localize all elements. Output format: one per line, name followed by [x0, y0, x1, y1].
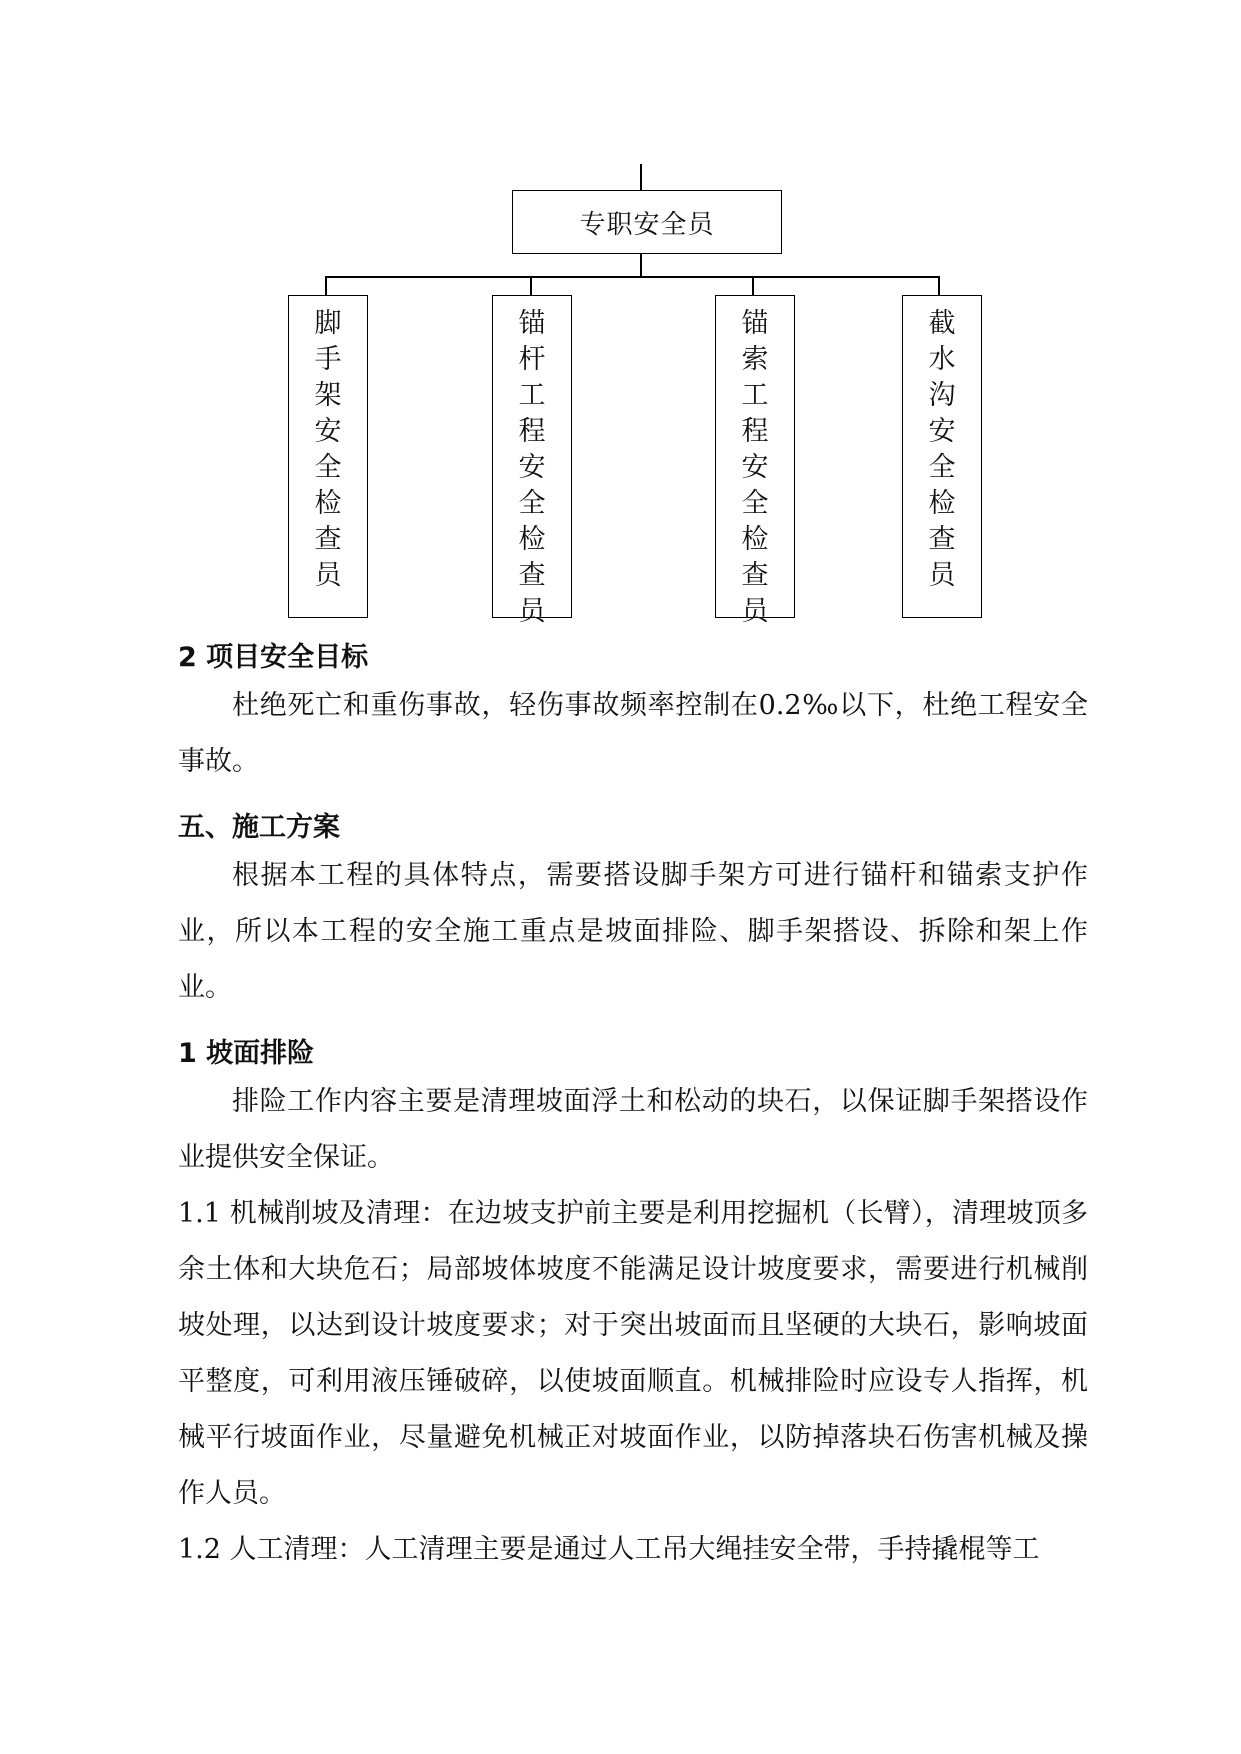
vertical-char: 锚	[518, 308, 546, 339]
paragraph-slope-clearing: 排险工作内容主要是清理坡面浮土和松动的块石，以保证脚手架搭设作业提供安全保证。	[178, 1086, 1088, 1173]
vertical-char: 安	[314, 416, 342, 447]
vertical-char: 安	[518, 452, 546, 483]
vertical-char: 员	[928, 560, 956, 591]
vertical-char: 工	[518, 380, 546, 411]
paragraph-mechanical-clearing: 1.1 机械削坡及清理：在边坡支护前主要是利用挖掘机（长臂），清理坡顶多余土体和大块危石；局部坡体坡度不能满足设计坡度要求，需要进行机械削坡处理，以达到设计坡度要求；对于突出坡面而且坚硬的大块石，影响坡面平整度，可利用液压锤破碎，以使坡面顺直。机械排险时应设专人指挥，机械平行坡面作业，尽量避免机械正对坡面作业，以防掉落块石伤害机械及操作人员。	[178, 1198, 1088, 1509]
vertical-char: 杆	[518, 344, 546, 375]
vertical-char: 手	[314, 344, 342, 375]
vertical-char: 全	[314, 452, 342, 483]
vertical-char: 查	[741, 560, 769, 591]
vertical-char: 查	[928, 524, 956, 555]
vertical-char: 程	[518, 416, 546, 447]
connector-drop-1	[325, 276, 327, 296]
vertical-char: 全	[928, 452, 956, 483]
org-node-anchor-cable-inspector	[715, 295, 795, 627]
vertical-char: 锚	[741, 308, 769, 339]
vertical-char: 程	[741, 416, 769, 447]
vertical-char: 索	[741, 344, 769, 375]
vertical-char: 脚	[314, 308, 342, 339]
vertical-char: 检	[741, 524, 769, 555]
vertical-char: 员	[518, 596, 546, 627]
org-node-safety-officer: 专职安全员	[512, 190, 782, 254]
section-heading-construction-plan: 五、施工方案	[178, 812, 340, 843]
vertical-char: 查	[314, 524, 342, 555]
section-heading-slope-clearing: 1 坡面排险	[178, 1038, 315, 1069]
paragraph-construction-plan: 根据本工程的具体特点，需要搭设脚手架方可进行锚杆和锚索支护作业，所以本工程的安全施工重点是坡面排险、脚手架搭设、拆除和架上作业。	[178, 860, 1088, 1003]
document-body	[178, 638, 1088, 1578]
vertical-char: 检	[928, 488, 956, 519]
vertical-char: 安	[928, 416, 956, 447]
section-heading-safety-goal: 2 项目安全目标	[178, 642, 369, 673]
vertical-char: 沟	[928, 380, 956, 411]
org-chart	[0, 0, 1241, 640]
connector-bar	[325, 276, 940, 278]
connector-drop-2	[530, 276, 532, 296]
vertical-char: 员	[741, 596, 769, 627]
vertical-char: 查	[518, 560, 546, 591]
vertical-char: 截	[928, 308, 956, 339]
paragraph-safety-goal: 杜绝死亡和重伤事故，轻伤事故频率控制在0.2‰以下，杜绝工程安全事故。	[178, 690, 1088, 777]
org-node-drain-ditch-inspector	[902, 295, 982, 618]
connector-drop-3	[752, 276, 754, 296]
vertical-char: 工	[741, 380, 769, 411]
vertical-char: 安	[741, 452, 769, 483]
vertical-char: 全	[518, 488, 546, 519]
connector-drop-4	[938, 276, 940, 296]
vertical-char: 员	[314, 560, 342, 591]
paragraph-manual-clearing: 1.2 人工清理：人工清理主要是通过人工吊大绳挂安全带，手持撬棍等工	[178, 1534, 1040, 1565]
connector-top	[640, 164, 642, 191]
connector-stem	[640, 253, 642, 277]
vertical-char: 水	[928, 344, 956, 375]
vertical-char: 检	[518, 524, 546, 555]
vertical-char: 检	[314, 488, 342, 519]
org-node-scaffold-inspector	[288, 295, 368, 618]
vertical-char: 架	[314, 380, 342, 411]
vertical-char: 全	[741, 488, 769, 519]
org-node-anchor-bolt-inspector	[492, 295, 572, 627]
